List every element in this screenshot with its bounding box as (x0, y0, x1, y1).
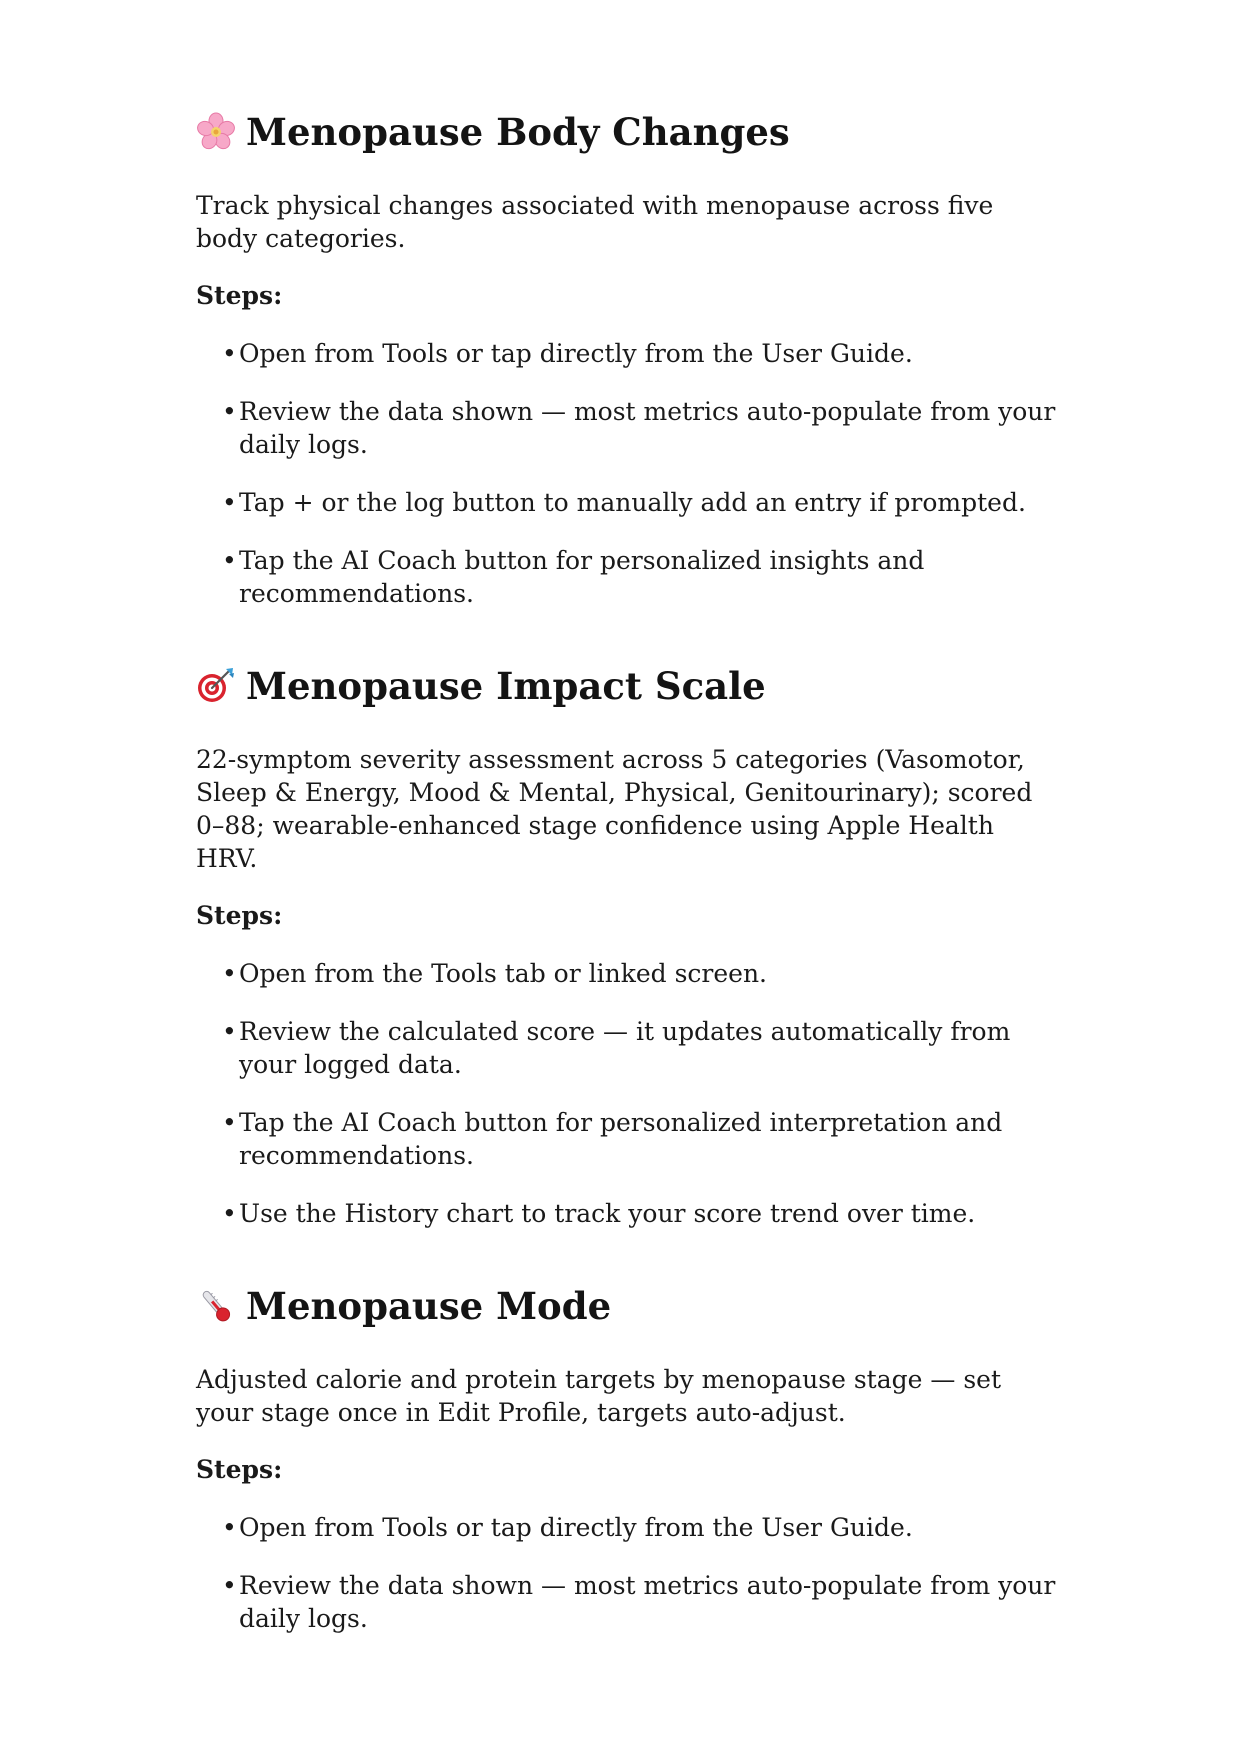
thermometer-icon (196, 1286, 236, 1326)
section-menopause-impact-scale (196, 662, 1056, 1230)
step-item: • Tap + or the log button to manually add an entry if prompted. (222, 486, 1056, 519)
step-item: • Open from the Tools tab or linked screen. (222, 957, 1056, 990)
guide-page (196, 108, 1056, 1635)
step-item: • Review the data shown — most metrics auto-populate from your daily logs. (222, 1569, 1056, 1635)
step-item: • Use the History chart to track your score trend over time. (222, 1197, 1056, 1230)
section-description: Adjusted calorie and protein targets by menopause stage — set your stage once in Edit Profile, targets auto-adjust. (196, 1365, 1001, 1427)
steps-list (196, 337, 1056, 610)
section-heading (196, 108, 1056, 156)
section-menopause-mode (196, 1282, 1056, 1635)
section-title: Menopause Body Changes (246, 110, 790, 154)
section-heading (196, 662, 1056, 710)
direct-hit-target-icon (196, 666, 236, 706)
steps-list (196, 957, 1056, 1230)
steps-list (196, 1511, 1056, 1635)
step-item: • Tap the AI Coach button for personalized insights and recommendations. (222, 544, 1056, 610)
cherry-blossom-icon (196, 112, 236, 152)
step-item: • Review the data shown — most metrics auto-populate from your daily logs. (222, 395, 1056, 461)
step-item: • Review the calculated score — it updates automatically from your logged data. (222, 1015, 1056, 1081)
steps-label: Steps: (196, 901, 283, 930)
step-item: • Open from Tools or tap directly from the User Guide. (222, 337, 1056, 370)
step-item: • Tap the AI Coach button for personalized interpretation and recommendations. (222, 1106, 1056, 1172)
section-title: Menopause Mode (246, 1284, 612, 1328)
steps-label: Steps: (196, 281, 283, 310)
section-description: 22-symptom severity assessment across 5 categories (Vasomotor, Sleep & Energy, Mood & Mental, Physical, Genitourinary); scored 0–88; wearable-enhanced stage confidence using Apple Health HRV. (196, 745, 1033, 873)
section-description: Track physical changes associated with menopause across five body categories. (196, 191, 994, 253)
steps-label: Steps: (196, 1455, 283, 1484)
section-title: Menopause Impact Scale (246, 664, 766, 708)
section-menopause-body-changes (196, 108, 1056, 610)
section-heading (196, 1282, 1056, 1330)
step-item: • Open from Tools or tap directly from the User Guide. (222, 1511, 1056, 1544)
